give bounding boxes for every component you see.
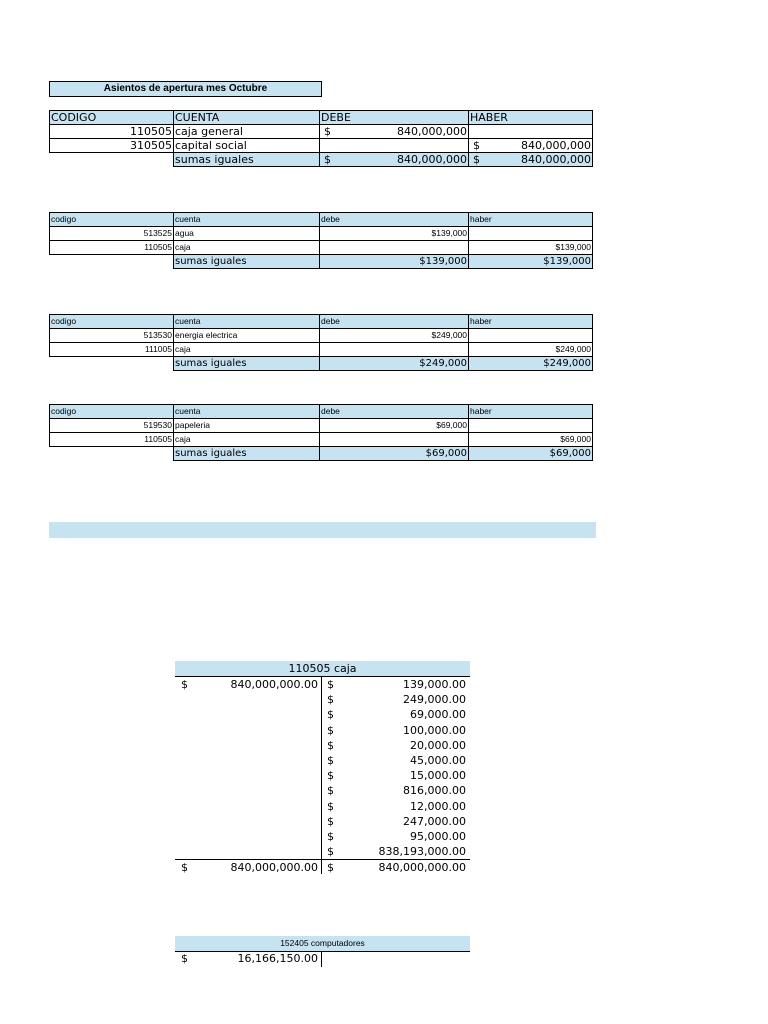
total-row [50,255,593,269]
total-haber: $249,000 [469,357,593,371]
header-haber: haber [469,315,593,329]
credit-currency: $ [327,784,334,797]
credit-currency: $ [327,769,334,782]
cell-cuenta[interactable]: energia electrica [174,329,320,343]
table-row [50,139,593,153]
header-codigo: codigo [50,405,174,419]
cell-haber[interactable]: $249,000 [469,343,593,357]
amount: 840,000,000 [521,153,591,166]
total-debe: $139,000 [320,255,469,269]
cell-cuenta[interactable]: agua [174,227,320,241]
table-row [50,241,593,255]
total-row [50,153,593,167]
credit-amount: 816,000.00 [403,784,466,797]
cell-haber[interactable] [469,125,593,139]
highlighted-empty-row[interactable] [49,522,596,538]
credit-currency: $ [327,724,334,737]
credit-currency: $ [327,678,334,691]
cell-haber[interactable] [469,419,593,433]
header-haber: HABER [469,111,593,125]
header-debe: debe [320,213,469,227]
cell-cuenta[interactable]: capital social [174,139,320,153]
cell-codigo[interactable]: 513530 [50,329,174,343]
currency-sign: $ [473,153,480,166]
header-cuenta: cuenta [174,213,320,227]
amount: 840,000,000 [397,153,467,166]
credit-amount: 69,000.00 [410,708,466,721]
header-haber: haber [469,405,593,419]
header-cuenta: cuenta [174,315,320,329]
cell-debe[interactable] [320,139,469,153]
cell-codigo[interactable]: 110505 [50,241,174,255]
table-row [50,419,593,433]
table-row [50,343,593,357]
header-haber: haber [469,213,593,227]
credit-currency: $ [327,845,334,858]
header-cuenta: cuenta [174,405,320,419]
cell-codigo[interactable]: 513525 [50,227,174,241]
cell-cuenta[interactable]: caja [174,241,320,255]
amount: 840,000,000 [397,125,467,138]
credit-amount: 20,000.00 [410,739,466,752]
debit-currency: $ [181,678,188,691]
cell-cuenta[interactable]: caja [174,343,320,357]
currency-sign: $ [324,125,331,138]
total-haber [469,153,593,167]
credit-amount: 95,000.00 [410,830,466,843]
total-label: sumas iguales [174,357,320,371]
cell-codigo[interactable]: 519530 [50,419,174,433]
total-haber: $139,000 [469,255,593,269]
journal-apertura [49,110,593,167]
credit-currency: $ [327,693,334,706]
total-debit-currency: $ [181,861,188,874]
credit-amount: 249,000.00 [403,693,466,706]
cell-haber[interactable]: $139,000 [469,241,593,255]
total-label: sumas iguales [174,255,320,269]
cell-codigo[interactable]: 110505 [50,125,174,139]
credit-amount: 139,000.00 [403,678,466,691]
header-debe: DEBE [320,111,469,125]
header-codigo: CODIGO [50,111,174,125]
cell-debe[interactable]: $69,000 [320,419,469,433]
cell-debe[interactable] [320,433,469,447]
sheet-title: Asientos de apertura mes Octubre [49,81,322,97]
credit-currency: $ [327,800,334,813]
table-row [50,227,593,241]
ledger-computadores-title: 152405 computadores [175,936,470,952]
credit-currency: $ [327,754,334,767]
credit-amount: 45,000.00 [410,754,466,767]
cell-debe[interactable] [320,125,469,139]
journal-energia [49,314,593,371]
credit-currency: $ [327,708,334,721]
total-debe: $69,000 [320,447,469,461]
credit-amount: 247,000.00 [403,815,466,828]
currency-sign: $ [324,153,331,166]
debit-amount: 16,166,150.00 [237,952,318,965]
cell-debe[interactable] [320,343,469,357]
header-cuenta: CUENTA [174,111,320,125]
header-codigo: codigo [50,315,174,329]
credit-currency: $ [327,830,334,843]
cell-debe[interactable]: $249,000 [320,329,469,343]
credit-amount: 838,193,000.00 [378,845,466,858]
credit-currency: $ [327,739,334,752]
cell-haber[interactable] [469,329,593,343]
credit-amount: 15,000.00 [410,769,466,782]
cell-haber[interactable]: $69,000 [469,433,593,447]
ledger-caja-divider [321,677,322,874]
credit-currency: $ [327,815,334,828]
table-row [50,125,593,139]
cell-debe[interactable] [320,241,469,255]
cell-cuenta[interactable]: caja [174,433,320,447]
header-codigo: codigo [50,213,174,227]
total-debe [320,153,469,167]
total-credit-amount: 840,000,000.00 [378,861,466,874]
total-row [50,357,593,371]
debit-currency: $ [181,952,188,965]
cell-codigo[interactable]: 310505 [50,139,174,153]
journal-papeleria [49,404,593,461]
total-debe: $249,000 [320,357,469,371]
journal-agua [49,212,593,269]
table-row [50,329,593,343]
total-haber: $69,000 [469,447,593,461]
cell-codigo[interactable]: 110505 [50,433,174,447]
table-row [50,433,593,447]
total-label: sumas iguales [174,153,320,167]
total-credit-currency: $ [327,861,334,874]
cell-debe[interactable]: $139,000 [320,227,469,241]
cell-cuenta[interactable]: caja general [174,125,320,139]
ledger-computadores-divider [321,952,322,967]
credit-amount: 12,000.00 [410,800,466,813]
credit-amount: 100,000.00 [403,724,466,737]
total-row [50,447,593,461]
cell-cuenta[interactable]: papeleria [174,419,320,433]
cell-codigo[interactable]: 111005 [50,343,174,357]
cell-haber[interactable] [469,139,593,153]
total-debit-amount: 840,000,000.00 [230,861,318,874]
total-label: sumas iguales [174,447,320,461]
header-debe: debe [320,315,469,329]
currency-sign: $ [473,139,480,152]
cell-haber[interactable] [469,227,593,241]
amount: 840,000,000 [521,139,591,152]
header-debe: debe [320,405,469,419]
debit-amount: 840,000,000.00 [230,678,318,691]
ledger-caja-title: 110505 caja [175,661,470,677]
